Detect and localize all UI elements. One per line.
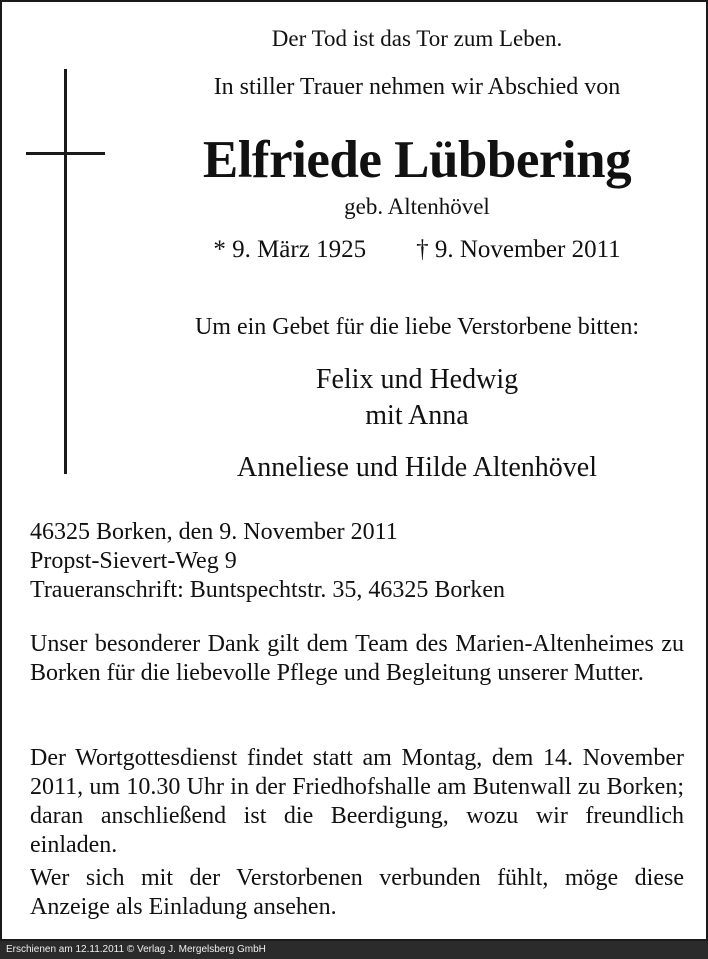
service-paragraph: Der Wortgottesdienst findet statt am Montag, dem 14. November 2011, um 10.30 Uhr in der Friedhofshalle am Butenwall zu Borken; daran anschließend ist die Beerdigung, wozu wir freundlich einladen. xyxy=(30,745,684,858)
birth-date: * 9. März 1925 xyxy=(213,236,367,263)
cross-icon-bar xyxy=(26,152,105,155)
death-date: † 9. November 2011 xyxy=(416,236,621,263)
prayer-request: Um ein Gebet für die liebe Verstorbene bitten: xyxy=(194,314,640,340)
cross-icon xyxy=(64,69,67,474)
mourner-line: Felix und Hedwig xyxy=(315,364,519,395)
mourner-line: Anneliese und Hilde Altenhövel xyxy=(236,452,598,483)
address-line: Traueranschrift: Buntspechtstr. 35, 46325 Borken xyxy=(30,577,506,603)
mourner-line: mit Anna xyxy=(365,400,469,431)
address-block xyxy=(30,518,684,605)
address-line: Propst-Sievert-Weg 9 xyxy=(30,548,237,574)
motto: Der Tod ist das Tor zum Leben. xyxy=(271,26,563,51)
invitation-paragraph: Wer sich mit der Verstorbenen verbunden fühlt, möge diese Anzeige als Einladung ansehen. xyxy=(30,865,684,920)
intro-line: In stiller Trauer nehmen wir Abschied von xyxy=(213,74,621,100)
birth-name: geb. Altenhövel xyxy=(344,194,490,219)
address-line: 46325 Borken, den 9. November 2011 xyxy=(30,519,398,545)
life-dates xyxy=(132,236,702,264)
publication-footer: Erschienen am 12.11.2011 © Verlag J. Mergelsberg GmbH xyxy=(0,941,708,959)
deceased-name: Elfriede Lübbering xyxy=(202,131,632,189)
thanks-paragraph: Unser besonderer Dank gilt dem Team des Marien-Altenheimes zu Borken für die liebevolle Pflege und Begleitung unserer Mutter. xyxy=(30,631,684,686)
